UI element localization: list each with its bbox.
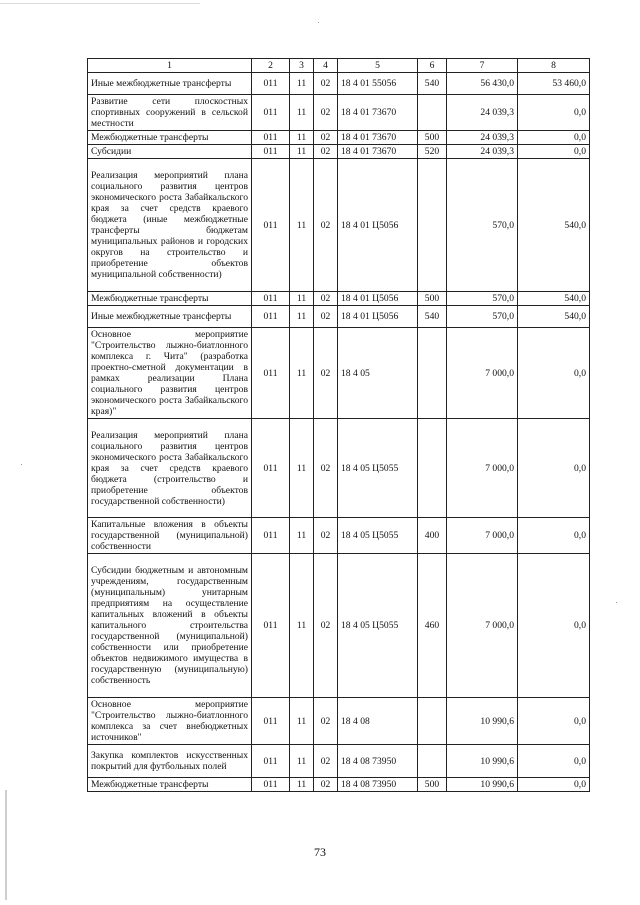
subsection-code-cell: 02 [314,131,338,145]
subsection-code-cell: 02 [314,328,338,419]
expense-type-cell [418,419,447,518]
table-row [88,145,590,159]
scan-speck [21,464,22,465]
row-name-cell: Иные межбюджетные трансферты [88,73,252,95]
column-header: 6 [418,59,447,73]
subsection-code-cell: 02 [314,698,338,745]
subsection-code-cell: 02 [314,419,338,518]
table-row [88,73,590,95]
ministry-code-cell: 011 [252,554,290,698]
row-name-cell: Закупка комплектов искусственных покрытий для футбольных полей [88,745,252,778]
table-row [88,131,590,145]
expense-type-cell: 400 [418,518,447,554]
section-code-cell: 11 [290,292,314,306]
amount-year2-cell: 0,0 [518,95,590,131]
ministry-code-cell: 011 [252,131,290,145]
section-code-cell: 11 [290,518,314,554]
target-article-cell: 18 4 05 Ц5055 [338,518,418,554]
column-header: 2 [252,59,290,73]
amount-year1-cell: 7 000,0 [447,419,518,518]
scan-speck [616,602,617,603]
table-row [88,419,590,518]
amount-year2-cell: 0,0 [518,145,590,159]
table-row [88,306,590,328]
target-article-cell: 18 4 01 Ц5056 [338,159,418,292]
budget-table [87,58,590,792]
ministry-code-cell: 011 [252,95,290,131]
column-header: 8 [518,59,590,73]
subsection-code-cell: 02 [314,145,338,159]
section-code-cell: 11 [290,145,314,159]
ministry-code-cell: 011 [252,292,290,306]
row-name-cell: Основное мероприятие "Строительство лыжно-биатлонного комплекса за счет внебюджетных источников" [88,698,252,745]
subsection-code-cell: 02 [314,518,338,554]
amount-year1-cell: 10 990,6 [447,745,518,778]
table-row [88,554,590,698]
row-name-cell: Межбюджетные трансферты [88,131,252,145]
amount-year2-cell: 0,0 [518,419,590,518]
subsection-code-cell: 02 [314,95,338,131]
amount-year2-cell: 0,0 [518,698,590,745]
ministry-code-cell: 011 [252,159,290,292]
subsection-code-cell: 02 [314,745,338,778]
amount-year1-cell: 24 039,3 [447,95,518,131]
section-code-cell: 11 [290,778,314,792]
amount-year2-cell: 540,0 [518,292,590,306]
amount-year2-cell: 0,0 [518,745,590,778]
amount-year1-cell: 570,0 [447,292,518,306]
amount-year1-cell: 570,0 [447,306,518,328]
ministry-code-cell: 011 [252,73,290,95]
subsection-code-cell: 02 [314,73,338,95]
expense-type-cell: 520 [418,145,447,159]
expense-type-cell [418,745,447,778]
table-row [88,159,590,292]
amount-year2-cell: 0,0 [518,131,590,145]
expense-type-cell: 540 [418,306,447,328]
scan-speck [318,22,319,23]
target-article-cell: 18 4 01 73670 [338,145,418,159]
row-name-cell: Межбюджетные трансферты [88,292,252,306]
expense-type-cell: 500 [418,778,447,792]
amount-year1-cell: 7 000,0 [447,518,518,554]
target-article-cell: 18 4 05 [338,328,418,419]
expense-type-cell: 460 [418,554,447,698]
ministry-code-cell: 011 [252,745,290,778]
section-code-cell: 11 [290,698,314,745]
expense-type-cell: 500 [418,131,447,145]
column-header: 5 [338,59,418,73]
ministry-code-cell: 011 [252,698,290,745]
section-code-cell: 11 [290,95,314,131]
amount-year1-cell: 10 990,6 [447,698,518,745]
subsection-code-cell: 02 [314,159,338,292]
expense-type-cell [418,95,447,131]
amount-year2-cell: 540,0 [518,306,590,328]
ministry-code-cell: 011 [252,145,290,159]
table-header-row [88,59,590,73]
row-name-cell: Развитие сети плоскостных спортивных сооружений в сельской местности [88,95,252,131]
subsection-code-cell: 02 [314,554,338,698]
table-row [88,698,590,745]
column-header: 1 [88,59,252,73]
table-row [88,778,590,792]
target-article-cell: 18 4 08 73950 [338,778,418,792]
target-article-cell: 18 4 08 73950 [338,745,418,778]
table-row [88,328,590,419]
column-header: 3 [290,59,314,73]
row-name-cell: Основное мероприятие "Строительство лыжно-биатлонного комплекса г. Чита" (разработка проектно-сметной документации в рамках реализации Плана социального развития центров экономического роста Забайкальского края)" [88,328,252,419]
section-code-cell: 11 [290,159,314,292]
row-name-cell: Субсидии бюджетным и автономным учреждениям, государственным (муниципальным) унитарным предприятиям на осуществление капитальных вложений в объекты капитального строительства государственной (муниципальной) собственности или приобретение объектов недвижимого имущества в государственную (муниципальную) собственность [88,554,252,698]
row-name-cell: Субсидии [88,145,252,159]
target-article-cell: 18 4 01 73670 [338,131,418,145]
amount-year2-cell: 0,0 [518,554,590,698]
target-article-cell: 18 4 05 Ц5055 [338,554,418,698]
section-code-cell: 11 [290,73,314,95]
ministry-code-cell: 011 [252,328,290,419]
amount-year2-cell: 53 460,0 [518,73,590,95]
amount-year1-cell: 24 039,3 [447,145,518,159]
ministry-code-cell: 011 [252,518,290,554]
expense-type-cell [418,328,447,419]
amount-year1-cell: 7 000,0 [447,554,518,698]
target-article-cell: 18 4 01 Ц5056 [338,292,418,306]
amount-year2-cell: 0,0 [518,518,590,554]
section-code-cell: 11 [290,306,314,328]
table-row [88,95,590,131]
amount-year1-cell: 24 039,3 [447,131,518,145]
amount-year1-cell: 10 990,6 [447,778,518,792]
section-code-cell: 11 [290,745,314,778]
amount-year1-cell: 56 430,0 [447,73,518,95]
column-header: 4 [314,59,338,73]
row-name-cell: Межбюджетные трансферты [88,778,252,792]
amount-year2-cell: 0,0 [518,778,590,792]
target-article-cell: 18 4 05 Ц5055 [338,419,418,518]
table-row [88,518,590,554]
column-header: 7 [447,59,518,73]
target-article-cell: 18 4 01 55056 [338,73,418,95]
target-article-cell: 18 4 08 [338,698,418,745]
table-row [88,292,590,306]
row-name-cell: Реализация мероприятий плана социального развития центров экономического роста Забайкальского края за счет средств краевого бюджета (иные межбюджетные трансферты бюджетам муниципальных районов и городских округов на строительство и приобретение объектов муниципальной собственности) [88,159,252,292]
subsection-code-cell: 02 [314,306,338,328]
target-article-cell: 18 4 01 Ц5056 [338,306,418,328]
expense-type-cell [418,159,447,292]
section-code-cell: 11 [290,328,314,419]
amount-year1-cell: 570,0 [447,159,518,292]
scan-artifact-line [0,3,200,4]
section-code-cell: 11 [290,419,314,518]
row-name-cell: Реализация мероприятий плана социального развития центров экономического роста Забайкальского края за счет средств краевого бюджета (строительство и приобретение объектов государственной собственности) [88,419,252,518]
subsection-code-cell: 02 [314,292,338,306]
expense-type-cell [418,698,447,745]
ministry-code-cell: 011 [252,778,290,792]
expense-type-cell: 500 [418,292,447,306]
target-article-cell: 18 4 01 73670 [338,95,418,131]
subsection-code-cell: 02 [314,778,338,792]
row-name-cell: Иные межбюджетные трансферты [88,306,252,328]
amount-year2-cell: 0,0 [518,328,590,419]
row-name-cell: Капитальные вложения в объекты государственной (муниципальной) собственности [88,518,252,554]
ministry-code-cell: 011 [252,419,290,518]
page-number: 73 [314,845,326,859]
table-row [88,745,590,778]
ministry-code-cell: 011 [252,306,290,328]
section-code-cell: 11 [290,131,314,145]
expense-type-cell: 540 [418,73,447,95]
section-code-cell: 11 [290,554,314,698]
amount-year1-cell: 7 000,0 [447,328,518,419]
amount-year2-cell: 540,0 [518,159,590,292]
